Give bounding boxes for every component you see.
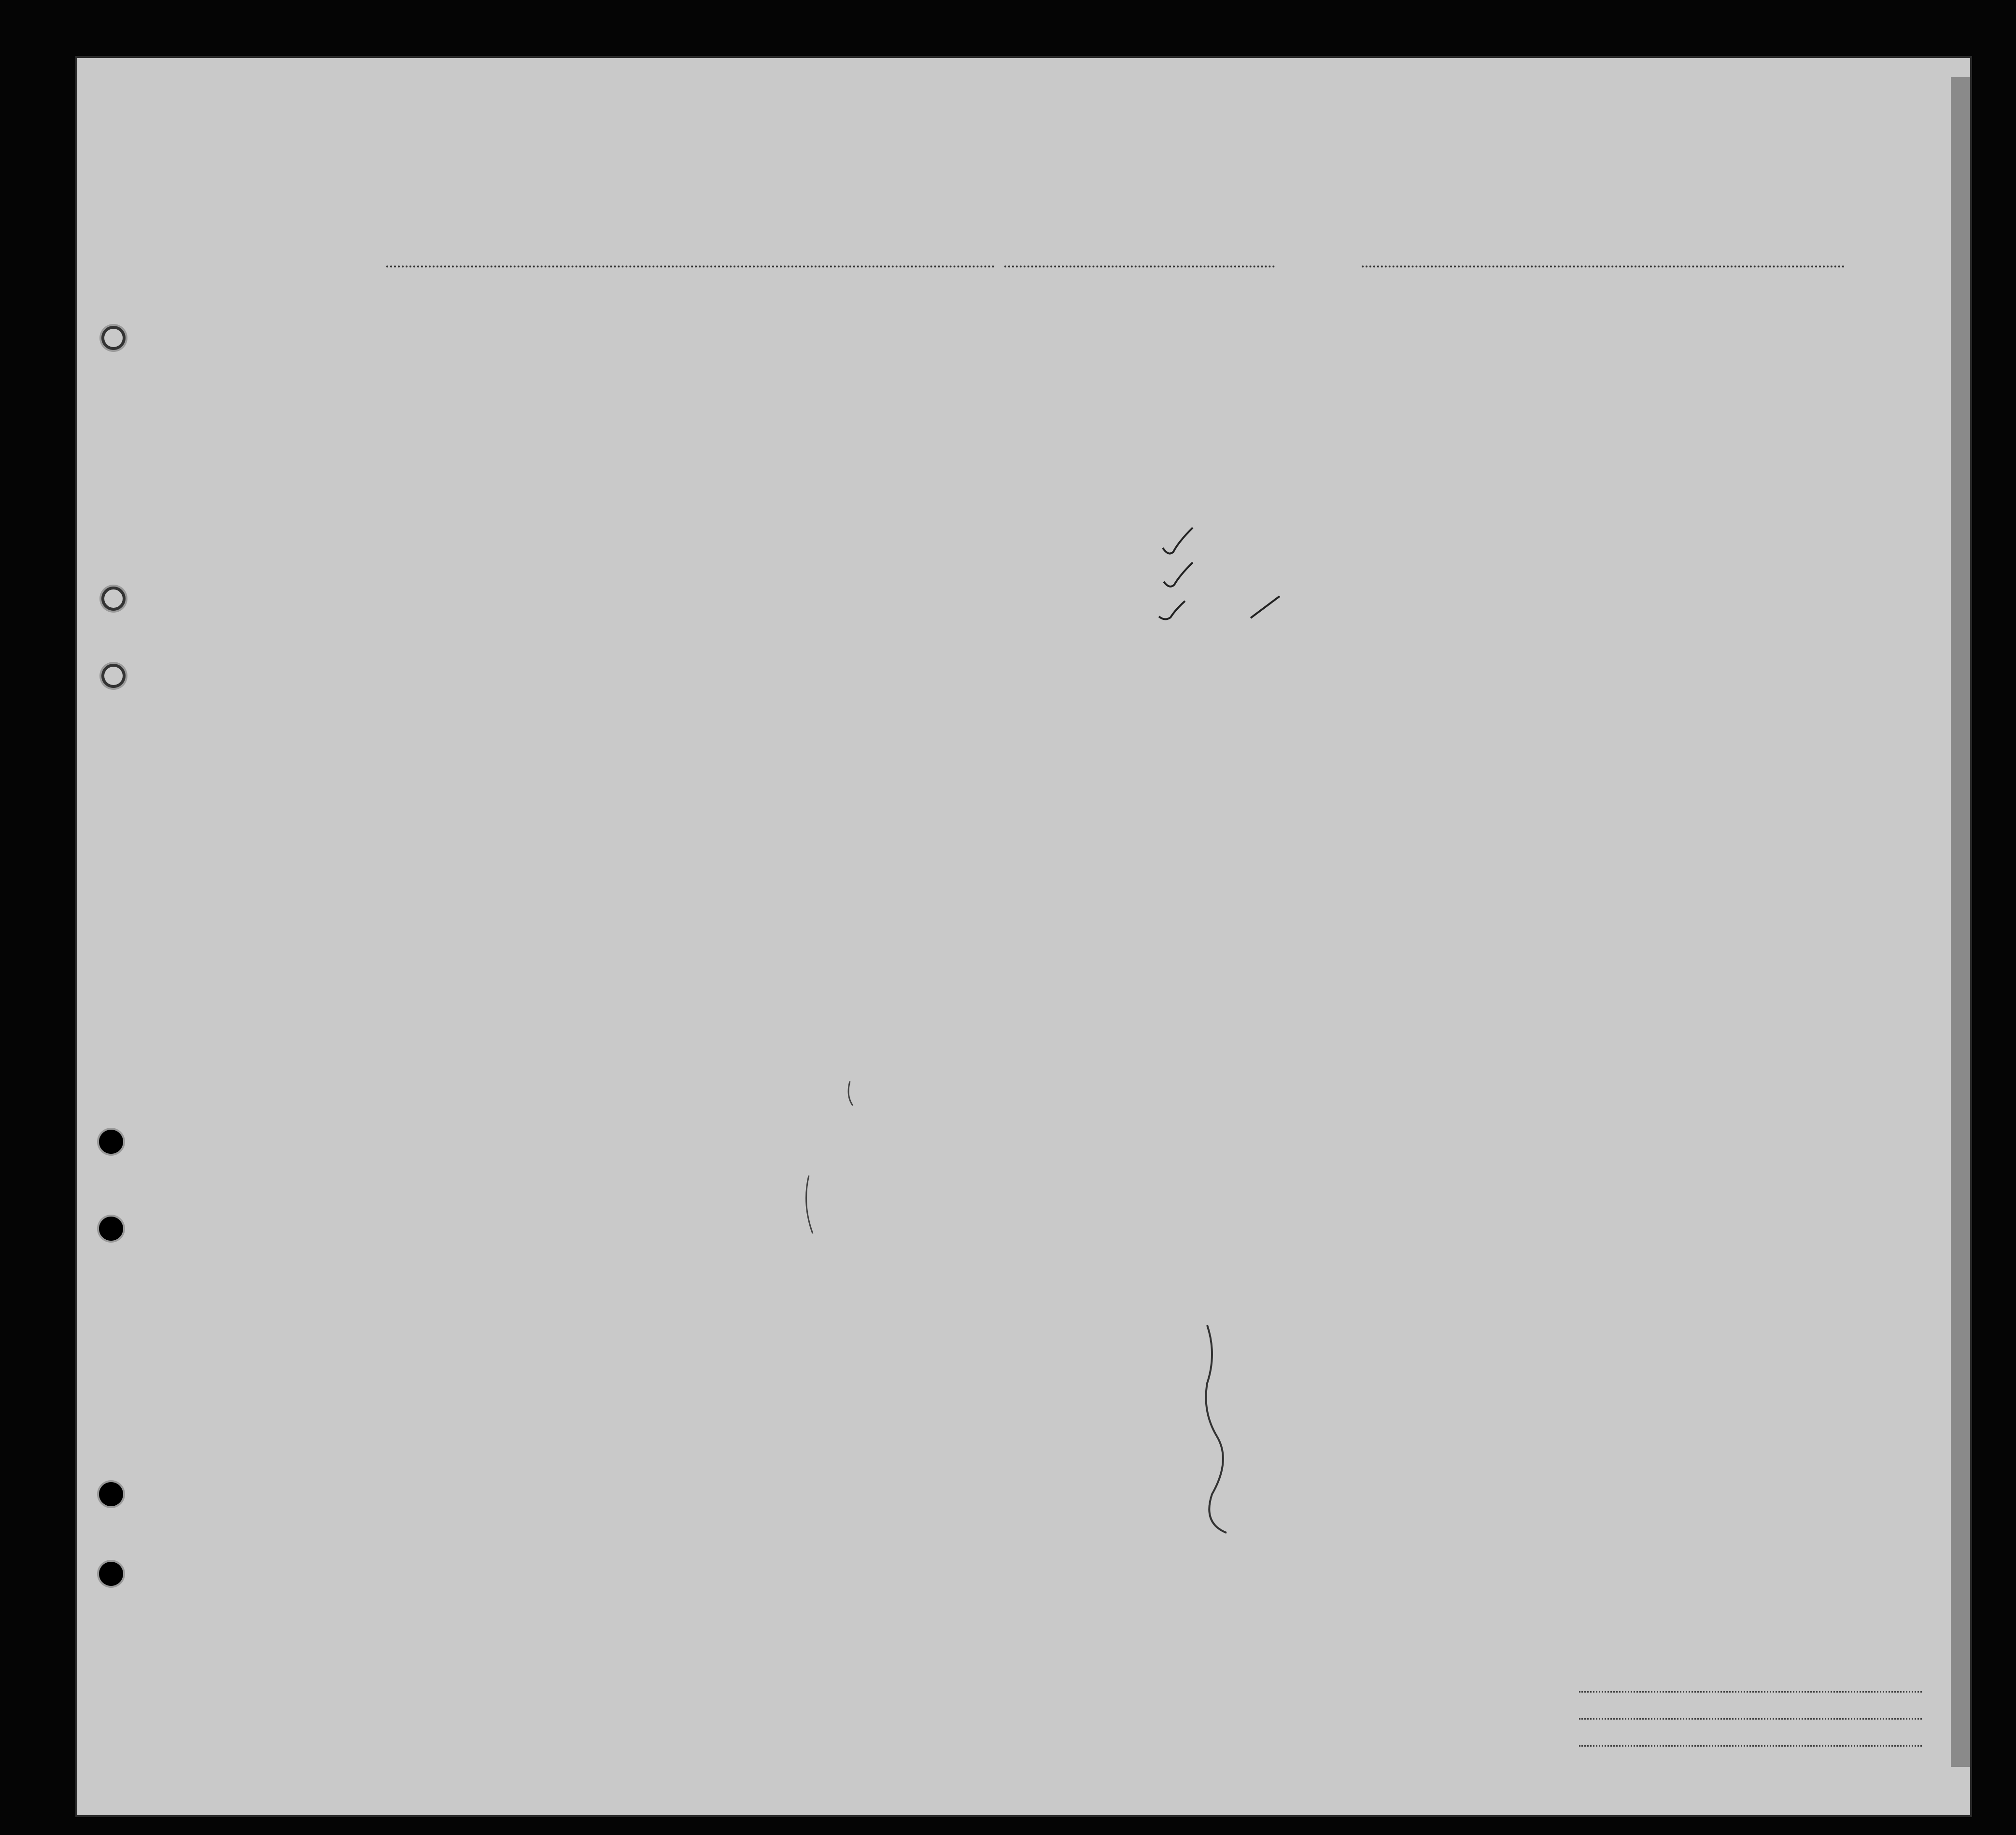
check-mark-row2	[1164, 562, 1193, 587]
check-mark-row3-b	[1251, 596, 1280, 618]
binder-hole	[101, 326, 126, 350]
year-dotline	[1362, 266, 1845, 267]
sheet-header	[77, 58, 1970, 280]
footer-fields	[1497, 1678, 1931, 1759]
binder-hole	[101, 587, 126, 611]
line-field	[1497, 1678, 1931, 1705]
arriving-row	[135, 232, 1922, 275]
binder-hole	[99, 1562, 123, 1586]
binder-hole	[99, 1217, 123, 1241]
date-dotline	[1004, 266, 1275, 267]
pencil-tick	[848, 1081, 853, 1106]
owners-field	[1497, 1705, 1931, 1732]
handwritten-marks	[77, 278, 1970, 1726]
binder-hole	[99, 1482, 123, 1506]
manifest-sheet	[77, 58, 1970, 1815]
check-mark-row1	[1163, 528, 1193, 554]
manifest-table	[77, 278, 1970, 1726]
pencil-bracket	[806, 1176, 813, 1233]
pencil-scribble	[1206, 1325, 1227, 1533]
binder-hole	[99, 1130, 123, 1154]
binder-hole	[101, 664, 126, 688]
list-number-block	[1854, 101, 1874, 146]
agents-field	[1497, 1732, 1931, 1759]
port-dotline	[386, 266, 995, 267]
check-mark-row3	[1159, 601, 1185, 619]
